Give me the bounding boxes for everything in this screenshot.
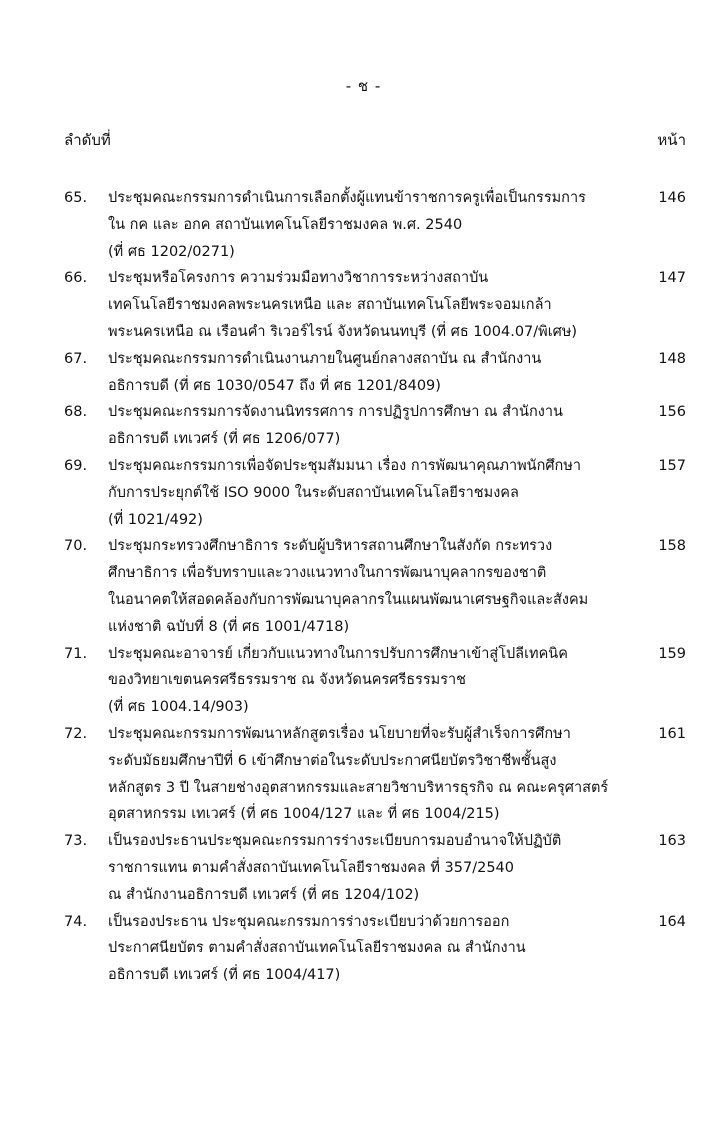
entry-text-line: อธิการบดี (ที่ ศธ 1030/0547 ถึง ที่ ศธ 1201/8409) <box>108 377 441 394</box>
entry-text-line: ราชการแทน ตามคำสั่งสถาบันเทคโนโลยีราชมงคล ที่ 357/2540 <box>108 859 514 876</box>
entry-page-number: 146 <box>658 190 686 206</box>
entry-text-line: ของวิทยาเขตนครศรีธรรมราช ณ จังหวัดนครศรีธรรมราช <box>108 672 466 689</box>
page-marker: - ช - <box>345 77 382 95</box>
toc-entry <box>64 533 686 640</box>
entry-page-number: 164 <box>658 913 686 930</box>
entry-page-number: 158 <box>658 538 686 555</box>
entry-text-line: แห่งชาติ ฉบับที่ 8 (ที่ ศธ 1001/4718) <box>108 618 350 635</box>
entry-page-number: 147 <box>658 270 686 287</box>
table-of-contents <box>64 185 686 989</box>
entry-number: 73. <box>64 833 88 850</box>
entry-number: 74. <box>64 913 88 930</box>
entry-text-line: กับการประยุกต์ใช้ ISO 9000 ในระดับสถาบันเทคโนโลยีราชมงคล <box>108 484 519 501</box>
entry-text-line: ณ สำนักงานอธิการบดี เทเวศร์ (ที่ ศธ 1204/102) <box>108 886 420 903</box>
entry-text-line: ประชุมคณะกรรมการดำเนินการเลือกตั้งผู้แทนข้าราชการครูเพื่อเป็นกรรมการ <box>108 190 586 206</box>
entry-text-line: เทคโนโลยีราชมงคลพระนครเหนือ และ สถาบันเทคโนโลยีพระจอมเกล้า <box>108 297 552 314</box>
entry-page-number: 156 <box>658 404 686 421</box>
page-column-label: หน้า <box>657 131 686 149</box>
entry-number: 71. <box>64 645 88 662</box>
entry-text-line: อุตสาหกรรม เทเวศร์ (ที่ ศธ 1004/127 และ ที่ ศธ 1004/215) <box>108 806 500 823</box>
entry-text-line: (ที่ ศธ 1004.14/903) <box>108 699 249 716</box>
order-column-label: ลำดับที่ <box>64 131 111 149</box>
toc-entry <box>64 399 686 453</box>
entry-text-line: ประชุมคณะกรรมการพัฒนาหลักสูตรเรื่อง นโยบายที่จะรับผู้สำเร็จการศึกษา <box>108 725 571 742</box>
entry-text-line: ระดับมัธยมศึกษาปีที่ 6 เข้าศึกษาต่อในระดับประกาศนียบัตรวิชาชีพชั้นสูง <box>108 752 557 769</box>
toc-entry <box>64 828 686 908</box>
toc-entry <box>64 453 686 533</box>
entry-text-line: ประชุมคณะกรรมการเพื่อจัดประชุมสัมมนา เรื่อง การพัฒนาคุณภาพนักศึกษา <box>108 457 582 474</box>
entry-text-line: ประชุมคณะอาจารย์ เกี่ยวกับแนวทางในการปรับการศึกษาเข้าสู่โปลีเทคนิค <box>108 645 568 662</box>
entry-text-line: ประชุมคณะกรรมการจัดงานนิทรรศการ การปฏิรูปการศึกษา ณ สำนักงาน <box>108 404 563 421</box>
entry-text-line: ในอนาคตให้สอดคล้องกับการพัฒนาบุคลากรในแผนพัฒนาเศรษฐกิจและสังคม <box>108 591 589 608</box>
entry-page-number: 163 <box>658 833 686 850</box>
entry-number: 68. <box>64 404 88 421</box>
entry-text-line: ใน กค และ อกค สถาบันเทคโนโลยีราชมงคล พ.ศ. 2540 <box>108 216 463 233</box>
entry-number: 70. <box>64 538 88 555</box>
toc-entry <box>64 641 686 721</box>
entry-text-line: (ที่ 1021/492) <box>108 511 203 528</box>
entry-text-line: (ที่ ศธ 1202/0271) <box>108 243 235 260</box>
entry-text-line: ประกาศนียบัตร ตามคำสั่งสถาบันเทคโนโลยีราชมงคล ณ สำนักงาน <box>108 940 526 957</box>
entry-page-number: 157 <box>658 457 686 474</box>
toc-entry <box>64 346 686 400</box>
entry-text-line: หลักสูตร 3 ปี ในสายช่างอุตสาหกรรมและสายวิชาบริหารธุรกิจ ณ คณะครุศาสตร์ <box>108 779 609 796</box>
entry-text-line: ประชุมหรือโครงการ ความร่วมมือทางวิชาการระหว่างสถาบัน <box>108 270 489 287</box>
toc-entry <box>64 185 686 265</box>
entry-text-line: อธิการบดี เทเวศร์ (ที่ ศธ 1206/077) <box>108 431 341 448</box>
entry-number: 66. <box>64 270 88 287</box>
entry-number: 65. <box>64 190 88 206</box>
entry-number: 67. <box>64 350 88 367</box>
entry-number: 69. <box>64 457 88 474</box>
entry-text-line: ประชุมคณะกรรมการดำเนินงานภายในศูนย์กลางสถาบัน ณ สำนักงาน <box>108 350 542 367</box>
entry-number: 72. <box>64 725 88 742</box>
entry-page-number: 161 <box>658 725 686 742</box>
entry-text-line: เป็นรองประธาน ประชุมคณะกรรมการร่างระเบียบว่าด้วยการออก <box>108 913 510 930</box>
entry-text-line: อธิการบดี เทเวศร์ (ที่ ศธ 1004/417) <box>108 967 341 984</box>
entry-text-line: เป็นรองประธานประชุมคณะกรรมการร่างระเบียบการมอบอำนาจให้ปฏิบัติ <box>108 833 562 850</box>
toc-entry <box>64 909 686 989</box>
entry-text-line: พระนครเหนือ ณ เรือนคำ ริเวอร์ไรน์ จังหวัดนนทบุรี (ที่ ศธ 1004.07/พิเศษ) <box>108 323 578 340</box>
toc-entry <box>64 265 686 345</box>
entry-text-line: ศึกษาธิการ เพื่อรับทราบและวางแนวทางในการพัฒนาบุคลากรของชาติ <box>108 565 547 582</box>
entry-page-number: 148 <box>658 350 686 367</box>
toc-entry <box>64 721 686 828</box>
entry-text-line: ประชุมกระทรวงศึกษาธิการ ระดับผู้บริหารสถานศึกษาในสังกัด กระทรวง <box>108 538 553 555</box>
entry-page-number: 159 <box>658 645 686 662</box>
